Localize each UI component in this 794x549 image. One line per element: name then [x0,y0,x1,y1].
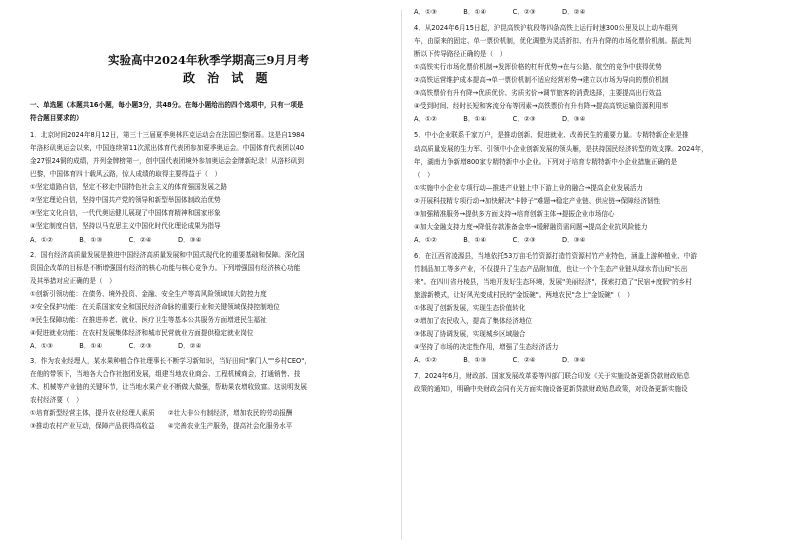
left-text-line: 符合题目要求的） [30,114,83,123]
left-text-line: ②坚定理论自信，坚持中国共产党的领导和新型举国体制政治优势 [30,196,221,205]
left-text-line: ③推动农村产业互动，保障产品获得高收益 ④完善农业生产服务，提高社会化服务水平 [30,422,293,431]
left-text-line: 2．国有经济高质量发展是推进中国经济高质量发展和中国式现代化的重要基础和保障。深化国 [30,250,305,259]
right-text-line: （ ） [414,170,434,179]
right-text-line: 来"。在四川省丹棱县，当地开发好生态环境，发展"美丽经济"，探索打造了"民宿+度假"的乡村 [414,278,692,286]
left-text-line: 金27银24铜的成绩，并列金牌榜第一，创中国代表团境外参加奥运会金牌新纪录！从洛杉矶到 [30,157,304,166]
left-text-line: ③民生保障功能：在推进养老、就业、医疗卫生等基本公共服务方面增进民生福祉 [30,315,267,324]
right-text-line: 4．从2024年6月15日起，沪昆高铁沪杭段等四条高铁上运行时速300公里及以上动车组列 [414,24,678,33]
right-text-line: 旅游新模式，让好风光变成村民的"金饭碗"。两地农民"念上"金饭碗"（ ） [414,291,634,300]
right-text-line: 动高质量发展的生力军、引领中小企业创新发展的领头雁，是扶持国民经济转型的效支撑。2024年， [414,144,708,153]
left-text-line: 年洛杉矶奥运会以来，中国连续第11次派出体育代表团参加夏季奥运会。中国体育代表团以40 [30,144,304,153]
right-text-line: 政策的通知》，明确中央财政会同有关方面实施设备更新贷款财政贴息政策，对设备更新实施设 [414,385,688,394]
right-text-line: 断以下传导路径正确的是（ ） [414,50,507,59]
right-text-line: A．①② B．①④ C．②③ D．③④ [414,235,586,244]
right-text-line: ①高铁实行市场化票价机制→发挥价格的杠杆优势→在与公路、航空的竞争中获得优势 [414,63,662,72]
right-text-line: ②增加了农民收入，提高了集体经济地位 [414,317,533,326]
right-text-line: A．①② B．①④ C．②③ D．③④ [414,115,586,124]
right-text-line: ④加大金融支持力度→降低存款准备金率→缓解融资需问题→提高企业抗风险能力 [414,222,648,231]
left-text-line: 巴黎，中国体育四十载风云路，惊人成绩的取得主要得益于（ ） [30,170,222,179]
right-text-line: ②高铁运营维护成本提高→单一票价机制不适应经营形势→建立以市场为导向的票价机制 [414,76,669,85]
left-text-line: 3．作为农业经理人，某水果种植合作社理事长不断学习新知识，当好田间"掌门人""乡村CEO"， [30,356,311,365]
left-text-line: 及其举措对应正确的是（ ） [30,276,116,285]
left-text-line: ④坚定制度自信，坚持以马克思主义中国化时代化理论成果为指导 [30,222,221,231]
left-text-line: ①坚定道路自信，坚定不移走中国特色社会主义的体育强国发展之路 [30,183,228,192]
left-text-line: 资国企改革的目标是不断增强国有经济的核心功能与核心竞争力。下列增强国有经济核心功能 [30,263,301,272]
left-text-line: A．①② B．①③ C．②④ D．③④ [30,235,202,244]
left-text-line: 1．北京时间2024年8月12日，第三十三届夏季奥林匹克运动会在法国巴黎闭幕。这是自1984 [30,131,305,140]
right-text-line: 6．在江西省凌源县，当地依托53万亩毛竹资源打造竹资源村竹产业特色，涵盖上游种植业、中游 [414,251,697,260]
right-text-line: 竹制品加工等多产业，不仅提升了生态产品附加值，也让一个个生态产业链从绿水青山间"长出 [414,264,688,273]
right-text-line: ③加强精准服务→提供多方面支持→培育创新主体→提振企业市场信心 [414,209,615,218]
right-text-line: 车，由原来的固定、单一票价机制，优化调整为灵活折扣、有升有降的市场化票价机制。据此判 [414,37,691,46]
right-text-line: ②开展科技精专项行动→加快解决"卡脖子"难题→稳定产业链、供应链→保障经济韧性 [414,196,661,205]
left-text-line: ④促进就业功能：在农村发展集体经济和城市民营就业方面提供稳定就业岗位 [30,328,254,337]
left-text-line: 农村经济要（ ） [30,396,83,405]
column-divider [401,10,402,540]
left-text-line: 一、单选题（本题共16小题，每小题3分，共48分。在每小题给出的四个选项中，只有一项是 [30,101,304,109]
right-text-line: 年，湖南力争新增800家专精特新中小企业。下列对于培育专精特新中小企业措施正确的是 [414,157,678,166]
right-text-line: ④受到时间、经时长短和客流分布等因素→高铁票价有升有降→提高高铁运输资源利用率 [414,102,669,111]
left-text-line: ②安全保护功能：在关系国家安全和国民经济命脉的重要行业和关键领域保持控制地位 [30,302,280,311]
left-text-line: 术、机械等产业链的关键环节，让当地水果产业不断做大做强，帮助果农增收致富。这说明发展 [30,383,307,392]
exam-subtitle: 政 治 试 题 [183,71,272,85]
right-text-line: ③高铁票价有升有降→优质优价、劣质劣价→调节旅客的消费选择，主要提高出行效益 [414,89,662,98]
right-text-line: A．①③ B．①④ C．②③ D．②④ [414,8,586,16]
left-text-line: ③坚定文化自信，一代代奥运健儿展现了中国体育精神和国家形象 [30,209,221,218]
left-text-line: A．①③ B．①④ C．②③ D．②④ [30,341,202,350]
right-text-line: ③体现了协调发展，实现城乡区域融合 [414,330,526,339]
right-text-line: A．①② B．①③ C．②④ D．③④ [414,356,586,365]
right-text-line: ①实施中小企业专项行动—推进产业链上中下游上业的融合→提高企业发展活力 [414,183,644,192]
right-text-line: 7．2024年6月，财政部、国家发展改革委等四部门联合印发《关于实施设备更新贷款财政贴息 [414,372,690,381]
left-text-line: ①培育新型经营主体，提升农业经理人素质 ②壮大非公有制经济，增加农民的劳动报酬 [30,409,293,418]
left-text-line: ①创新引领功能：在债务、境外投资、金融、安全生产等高风险领域加大防控力度 [30,289,267,298]
right-text-line: ①体现了创新发展，实现生态价值转化 [414,304,526,313]
left-text-line: 在他的带领下，当地各大合作社抱团发展，组建当地农业商会、工程机械商会，打通销售、技 [30,370,301,378]
exam-title: 实验高中2024年秋季学期高三9月月考 [108,53,310,67]
right-text-line: 5．中小企业联系千家万户，是推动创新、促进就业、改善民生的重要力量。专精特新企业是推 [414,131,689,140]
right-text-line: ④坚持了市场的决定性作用，增强了生态经济活力 [414,343,559,352]
